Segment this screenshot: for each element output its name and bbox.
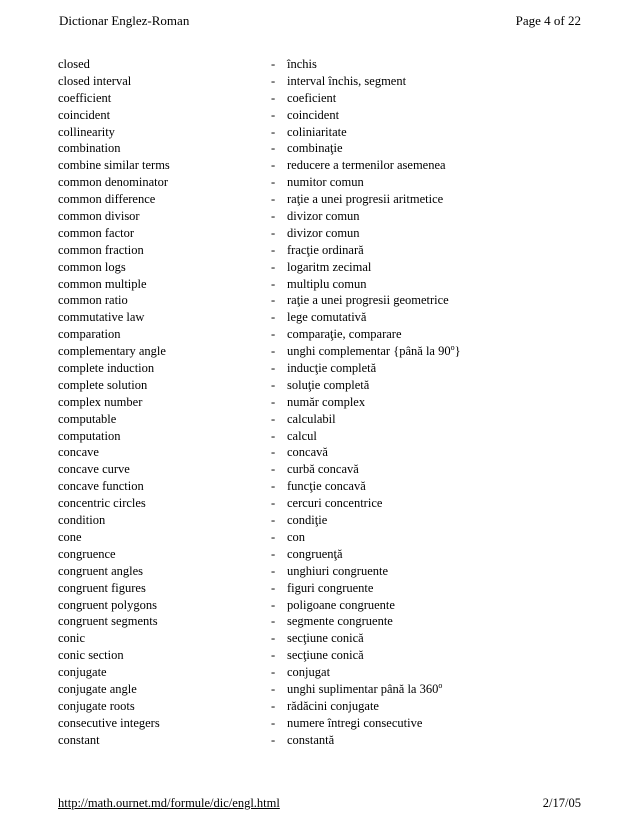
entry-separator: - [271, 546, 276, 561]
translation-text: poligoane congruente [287, 597, 395, 612]
romanian-translation [287, 157, 446, 174]
english-term: concentric circles [58, 496, 146, 511]
entry-separator: - [271, 225, 276, 240]
romanian-translation [287, 630, 364, 647]
romanian-translation [287, 546, 343, 563]
english-term: constant [58, 732, 100, 747]
translation-text: condiţie [287, 513, 328, 528]
romanian-translation [287, 597, 395, 614]
romanian-translation [287, 613, 393, 630]
entry-separator: - [271, 57, 276, 71]
dictionary-entry [58, 360, 588, 377]
english-term: common ratio [58, 293, 128, 308]
entry-separator: - [271, 698, 276, 713]
dictionary-entry [58, 461, 588, 478]
romanian-translation [287, 411, 336, 428]
english-term: coefficient [58, 90, 112, 105]
entry-separator: - [271, 428, 276, 443]
dictionary-entry [58, 681, 588, 698]
english-term: cone [58, 529, 82, 544]
translation-text: con [287, 529, 306, 544]
translation-text: reducere a termenilor asemenea [287, 158, 446, 173]
english-term: complementary angle [58, 344, 166, 359]
dictionary-entry [58, 225, 588, 242]
translation-text: comparaţie, comparare [287, 327, 402, 342]
entry-separator: - [271, 158, 276, 173]
entry-separator: - [271, 175, 276, 190]
entry-separator: - [271, 665, 276, 680]
entry-separator: - [271, 394, 276, 409]
translation-text: funcţie concavă [287, 479, 366, 494]
romanian-translation [287, 259, 371, 276]
entry-separator: - [271, 73, 276, 88]
romanian-translation [287, 428, 317, 445]
english-term: conjugate [58, 665, 107, 680]
romanian-translation [287, 580, 373, 597]
dictionary-entry [58, 580, 588, 597]
entry-separator: - [271, 344, 276, 359]
dictionary-entry [58, 428, 588, 445]
dictionary-entry [58, 73, 588, 90]
romanian-translation [287, 208, 360, 225]
romanian-translation [287, 698, 379, 715]
english-term: common difference [58, 192, 156, 207]
page-total: 22 [568, 13, 581, 28]
degree-superscript: o [438, 680, 443, 690]
translation-text: congruenţă [287, 546, 343, 561]
translation-text: unghi suplimentar până la 360 [287, 681, 439, 696]
entry-separator: - [271, 90, 276, 105]
translation-text: închis [287, 57, 317, 71]
dictionary-entry [58, 292, 588, 309]
romanian-translation [287, 732, 334, 749]
dictionary-entry [58, 107, 588, 124]
romanian-translation [287, 394, 365, 411]
entry-separator: - [271, 259, 276, 274]
romanian-translation [287, 174, 364, 191]
romanian-translation [287, 647, 364, 664]
page-header [59, 11, 581, 31]
translation-suffix: } [454, 344, 461, 359]
entry-separator: - [271, 124, 276, 139]
dictionary-entry [58, 174, 588, 191]
entry-separator: - [271, 681, 276, 696]
dictionary-entry [58, 630, 588, 647]
english-term: conjugate angle [58, 681, 137, 696]
translation-text: combinaţie [287, 141, 343, 156]
english-term: common divisor [58, 209, 140, 224]
page-label: Page [515, 13, 541, 28]
english-term: combination [58, 141, 121, 156]
entry-separator: - [271, 209, 276, 224]
romanian-translation [287, 444, 328, 461]
romanian-translation [287, 107, 339, 124]
romanian-translation [287, 360, 376, 377]
translation-text: calcul [287, 428, 317, 443]
dictionary-entry [58, 56, 588, 73]
dictionary-entry [58, 613, 588, 630]
translation-text: conjugat [287, 665, 331, 680]
english-term: common multiple [58, 276, 147, 291]
translation-text: lege comutativă [287, 310, 367, 325]
translation-text: numere întregi consecutive [287, 715, 423, 730]
romanian-translation [287, 326, 402, 343]
english-term: common factor [58, 225, 135, 240]
english-term: complex number [58, 394, 143, 409]
entry-separator: - [271, 377, 276, 392]
english-term: condition [58, 513, 106, 528]
page-current: 4 [544, 13, 551, 28]
romanian-translation [287, 276, 367, 293]
entry-separator: - [271, 192, 276, 207]
entry-separator: - [271, 107, 276, 122]
page-footer [58, 794, 581, 812]
english-term: complete solution [58, 377, 148, 392]
translation-text: constantă [287, 732, 335, 747]
romanian-translation [287, 124, 347, 141]
dictionary-entry [58, 309, 588, 326]
romanian-translation [287, 309, 366, 326]
romanian-translation [287, 191, 443, 208]
translation-text: segmente congruente [287, 614, 393, 629]
dictionary-entry [58, 377, 588, 394]
translation-text: numitor comun [287, 175, 364, 190]
english-term: congruence [58, 546, 116, 561]
english-term: congruent angles [58, 563, 144, 578]
english-term: concave function [58, 479, 144, 494]
entry-separator: - [271, 479, 276, 494]
romanian-translation [287, 377, 369, 394]
translation-text: unghi complementar {până la 90 [287, 344, 451, 359]
romanian-translation [287, 140, 343, 157]
romanian-translation [287, 73, 406, 90]
romanian-translation [287, 495, 382, 512]
page-of-label: of [553, 13, 565, 28]
translation-text: divizor comun [287, 225, 360, 240]
dictionary-entry [58, 597, 588, 614]
print-date: 2/17/05 [542, 796, 581, 810]
entry-separator: - [271, 715, 276, 730]
english-term: closed [58, 57, 90, 71]
romanian-translation [287, 715, 422, 732]
dictionary-entry [58, 411, 588, 428]
romanian-translation [287, 242, 364, 259]
romanian-translation [287, 563, 388, 580]
dictionary-entry [58, 124, 588, 141]
translation-text: interval închis, segment [287, 73, 407, 88]
entry-separator: - [271, 614, 276, 629]
entry-separator: - [271, 310, 276, 325]
dictionary-entry [58, 563, 588, 580]
english-term: computation [58, 428, 121, 443]
translation-text: coliniaritate [287, 124, 347, 139]
english-term: common logs [58, 259, 126, 274]
entry-separator: - [271, 141, 276, 156]
translation-text: figuri congruente [287, 580, 374, 595]
dictionary-entry [58, 326, 588, 343]
entry-separator: - [271, 597, 276, 612]
entry-separator: - [271, 462, 276, 477]
translation-text: secţiune conică [287, 631, 364, 646]
translation-text: coeficient [287, 90, 337, 105]
english-term: closed interval [58, 73, 132, 88]
romanian-translation [287, 461, 359, 478]
dictionary-entry [58, 242, 588, 259]
entry-separator: - [271, 580, 276, 595]
dictionary-entry [58, 444, 588, 461]
dictionary-list [58, 56, 588, 749]
dictionary-entry [58, 191, 588, 208]
dictionary-entry [58, 140, 588, 157]
translation-text: coincident [287, 107, 340, 122]
english-term: coincident [58, 107, 111, 122]
entry-separator: - [271, 732, 276, 747]
dictionary-entry [58, 276, 588, 293]
english-term: common fraction [58, 242, 144, 257]
english-term: congruent figures [58, 580, 146, 595]
translation-text: număr complex [287, 394, 366, 409]
romanian-translation [287, 681, 442, 698]
entry-separator: - [271, 411, 276, 426]
translation-text: divizor comun [287, 209, 360, 224]
dictionary-entry [58, 394, 588, 411]
translation-text: inducţie completă [287, 361, 377, 376]
translation-text: secţiune conică [287, 648, 364, 663]
entry-separator: - [271, 445, 276, 460]
english-term: concave curve [58, 462, 130, 477]
english-term: congruent polygons [58, 597, 157, 612]
romanian-translation [287, 478, 366, 495]
dictionary-entry [58, 732, 588, 749]
dictionary-entry [58, 495, 588, 512]
source-url-link[interactable]: http://math.ournet.md/formule/dic/engl.html [58, 796, 280, 810]
translation-text: rădăcini conjugate [287, 698, 379, 713]
document-title: Dictionar Englez-Roman [59, 13, 190, 28]
english-term: collinearity [58, 124, 115, 139]
entry-separator: - [271, 276, 276, 291]
degree-superscript: o [450, 343, 455, 353]
entry-separator: - [271, 496, 276, 511]
romanian-translation [287, 56, 317, 73]
entry-separator: - [271, 361, 276, 376]
romanian-translation [287, 292, 449, 309]
english-term: comparation [58, 327, 121, 342]
translation-text: cercuri concentrice [287, 496, 383, 511]
dictionary-entry [58, 478, 588, 495]
romanian-translation [287, 343, 461, 360]
translation-text: fracţie ordinară [287, 242, 364, 257]
entry-separator: - [271, 648, 276, 663]
dictionary-entry [58, 546, 588, 563]
english-term: computable [58, 411, 117, 426]
translation-text: curbă concavă [287, 462, 359, 477]
entry-separator: - [271, 327, 276, 342]
english-term: conic [58, 631, 86, 646]
dictionary-entry [58, 208, 588, 225]
translation-text: soluţie completă [287, 377, 370, 392]
entry-separator: - [271, 293, 276, 308]
english-term: consecutive integers [58, 715, 160, 730]
dictionary-entry [58, 647, 588, 664]
translation-text: calculabil [287, 411, 336, 426]
dictionary-entry [58, 715, 588, 732]
english-term: combine similar terms [58, 158, 170, 173]
dictionary-entry [58, 664, 588, 681]
translation-text: unghiuri congruente [287, 563, 389, 578]
entry-separator: - [271, 242, 276, 257]
translation-text: concavă [287, 445, 328, 460]
translation-text: multiplu comun [287, 276, 367, 291]
translation-text: raţie a unei progresii geometrice [287, 293, 449, 308]
dictionary-entry [58, 157, 588, 174]
romanian-translation [287, 529, 305, 546]
english-term: complete induction [58, 361, 155, 376]
romanian-translation [287, 90, 336, 107]
entry-separator: - [271, 529, 276, 544]
english-term: common denominator [58, 175, 169, 190]
translation-text: raţie a unei progresii aritmetice [287, 192, 444, 207]
dictionary-entry [58, 512, 588, 529]
page-indicator [516, 11, 581, 31]
romanian-translation [287, 664, 330, 681]
dictionary-entry [58, 343, 588, 360]
dictionary-entry [58, 529, 588, 546]
english-term: concave [58, 445, 99, 460]
romanian-translation [287, 512, 327, 529]
dictionary-entry [58, 259, 588, 276]
english-term: conic section [58, 648, 124, 663]
dictionary-entry [58, 698, 588, 715]
translation-text: logaritm zecimal [287, 259, 372, 274]
english-term: conjugate roots [58, 698, 135, 713]
english-term: congruent segments [58, 614, 158, 629]
entry-separator: - [271, 631, 276, 646]
romanian-translation [287, 225, 360, 242]
dictionary-entry [58, 90, 588, 107]
english-term: commutative law [58, 310, 145, 325]
entry-separator: - [271, 513, 276, 528]
entry-separator: - [271, 563, 276, 578]
